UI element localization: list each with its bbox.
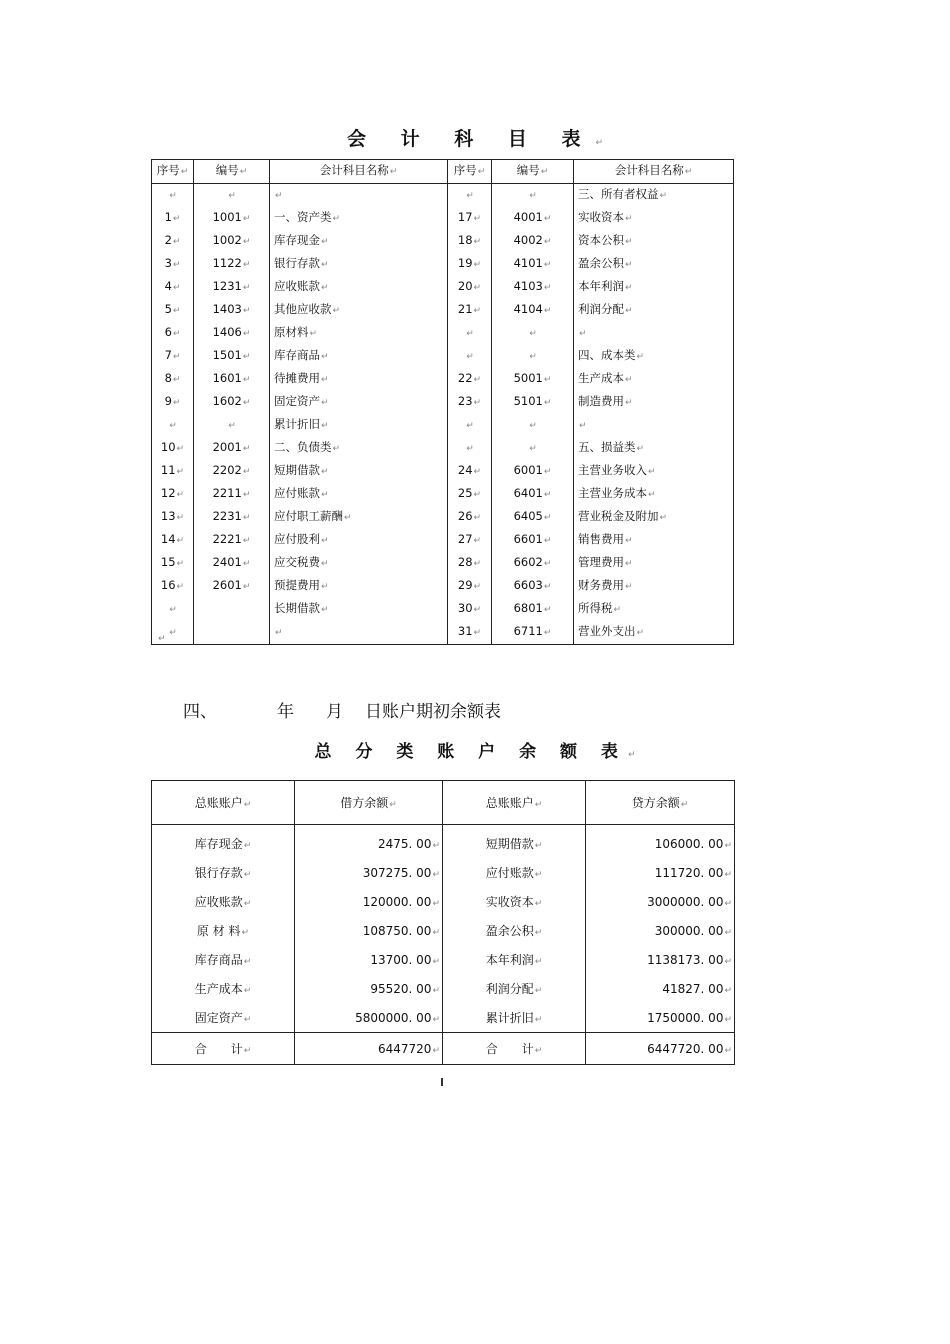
table-cell: ↵ — [574, 414, 734, 437]
table-cell: 6401↵ — [492, 483, 574, 506]
table-cell: 实收资本↵ — [443, 887, 586, 916]
table-row — [152, 552, 734, 575]
table-cell: ↵ — [194, 414, 270, 437]
table-cell: 21↵ — [448, 299, 492, 322]
table-cell: 1406↵ — [194, 322, 270, 345]
table-cell: 2601↵ — [194, 575, 270, 598]
table-cell: 17↵ — [448, 207, 492, 230]
table-cell: 27↵ — [448, 529, 492, 552]
table-cell: ↵ — [152, 598, 194, 621]
table-cell: 4↵ — [152, 276, 194, 299]
chart-of-accounts-table — [151, 159, 734, 645]
table-cell: 18↵ — [448, 230, 492, 253]
paragraph-mark: ↵ — [158, 634, 166, 644]
table-cell: ↵ — [448, 184, 492, 208]
table-cell: 5001↵ — [492, 368, 574, 391]
table-cell: 五、损益类↵ — [574, 437, 734, 460]
table-cell: 111720. 00↵ — [586, 858, 735, 887]
table-cell: 库存现金↵ — [270, 230, 448, 253]
table-cell: 13↵ — [152, 506, 194, 529]
table-cell: 1501↵ — [194, 345, 270, 368]
table-cell: 本年利润↵ — [574, 276, 734, 299]
table-cell: 应付账款↵ — [443, 858, 586, 887]
table-cell: 1138173. 00↵ — [586, 945, 735, 974]
table-cell: ↵ — [152, 184, 194, 208]
table-cell: 1750000. 00↵ — [586, 1003, 735, 1033]
table-cell: 41827. 00↵ — [586, 974, 735, 1003]
table-cell: 300000. 00↵ — [586, 916, 735, 945]
table-cell: 利润分配↵ — [574, 299, 734, 322]
chart-of-accounts-title: 会 计 科 目 表↵ — [346, 128, 603, 150]
table-cell: 26↵ — [448, 506, 492, 529]
table-cell: 应付账款↵ — [270, 483, 448, 506]
table-cell: 管理费用↵ — [574, 552, 734, 575]
header-credit-balance: 贷方余额↵ — [586, 781, 735, 825]
table-row — [152, 368, 734, 391]
table-cell: ↵ — [492, 414, 574, 437]
table-cell: 2475. 00↵ — [295, 825, 443, 859]
table-cell: 四、成本类↵ — [574, 345, 734, 368]
table-cell: 24↵ — [448, 460, 492, 483]
table-cell: 4101↵ — [492, 253, 574, 276]
table-cell: 盈余公积↵ — [443, 916, 586, 945]
table-cell: 16↵ — [152, 575, 194, 598]
table-cell: 1002↵ — [194, 230, 270, 253]
table-cell: 短期借款↵ — [443, 825, 586, 859]
table-cell: 6447720↵ — [295, 1033, 443, 1065]
table-cell: 23↵ — [448, 391, 492, 414]
table-cell: 短期借款↵ — [270, 460, 448, 483]
table-cell: 30↵ — [448, 598, 492, 621]
balance-table-title: 总 分 类 账 户 余 额 表↵ — [314, 742, 636, 762]
table-cell: 原 材 料↵ — [152, 916, 295, 945]
table-cell: 生产成本↵ — [574, 368, 734, 391]
table-cell: 预提费用↵ — [270, 575, 448, 598]
table-row — [152, 414, 734, 437]
header-ledger-account-2: 总账账户↵ — [443, 781, 586, 825]
table-cell: 待摊费用↵ — [270, 368, 448, 391]
table-cell: 2231↵ — [194, 506, 270, 529]
section-heading: 四、 年 月 日账户期初余额表 — [183, 702, 501, 722]
header-seq-2: 序号↵ — [448, 160, 492, 184]
table-cell: 5↵ — [152, 299, 194, 322]
table-cell: 2001↵ — [194, 437, 270, 460]
table-cell: 销售费用↵ — [574, 529, 734, 552]
table-cell: 5101↵ — [492, 391, 574, 414]
table-cell — [194, 598, 270, 621]
table-cell: 22↵ — [448, 368, 492, 391]
table-cell: 4104↵ — [492, 299, 574, 322]
table-cell: 库存商品↵ — [152, 945, 295, 974]
table-cell: 10↵ — [152, 437, 194, 460]
table-cell: ↵ — [492, 437, 574, 460]
table-cell: ↵ — [152, 414, 194, 437]
table-cell: 1602↵ — [194, 391, 270, 414]
table-cell: 长期借款↵ — [270, 598, 448, 621]
table-row — [152, 391, 734, 414]
table-row — [152, 887, 735, 916]
table-cell: 95520. 00↵ — [295, 974, 443, 1003]
table-cell: 7↵ — [152, 345, 194, 368]
header-seq: 序号↵ — [152, 160, 194, 184]
table-cell: 库存商品↵ — [270, 345, 448, 368]
table-cell: 生产成本↵ — [152, 974, 295, 1003]
table-row — [152, 598, 734, 621]
table-cell: 盈余公积↵ — [574, 253, 734, 276]
table-row — [152, 506, 734, 529]
table-cell: 利润分配↵ — [443, 974, 586, 1003]
table-cell: 所得税↵ — [574, 598, 734, 621]
table-row — [152, 276, 734, 299]
table-cell — [194, 621, 270, 645]
table-cell: 固定资产↵ — [152, 1003, 295, 1033]
table-row — [152, 529, 734, 552]
table-cell: 银行存款↵ — [152, 858, 295, 887]
header-code: 编号↵ — [194, 160, 270, 184]
table-cell: 2↵ — [152, 230, 194, 253]
table-cell: 主营业务成本↵ — [574, 483, 734, 506]
table-cell: 29↵ — [448, 575, 492, 598]
table-cell: 合 计↵ — [152, 1033, 295, 1065]
header-account-name: 会计科目名称↵ — [270, 160, 448, 184]
general-ledger-balance-table — [151, 780, 735, 1065]
table-cell: 本年利润↵ — [443, 945, 586, 974]
table-cell: 12↵ — [152, 483, 194, 506]
table-cell: 6601↵ — [492, 529, 574, 552]
table-cell: 合 计↵ — [443, 1033, 586, 1065]
table-cell: 应收账款↵ — [270, 276, 448, 299]
header-ledger-account: 总账账户↵ — [152, 781, 295, 825]
table-cell: 1↵ — [152, 207, 194, 230]
table-cell: 13700. 00↵ — [295, 945, 443, 974]
table-cell: 6405↵ — [492, 506, 574, 529]
table-cell: 其他应收款↵ — [270, 299, 448, 322]
table-cell: 6603↵ — [492, 575, 574, 598]
table-cell: 307275. 00↵ — [295, 858, 443, 887]
table-cell: 资本公积↵ — [574, 230, 734, 253]
header-debit-balance: 借方余额↵ — [295, 781, 443, 825]
table-cell: 4103↵ — [492, 276, 574, 299]
table-cell: 营业税金及附加↵ — [574, 506, 734, 529]
table-cell: ↵ — [194, 184, 270, 208]
table-cell: 实收资本↵ — [574, 207, 734, 230]
table-cell: 3000000. 00↵ — [586, 887, 735, 916]
table-cell: 14↵ — [152, 529, 194, 552]
table-row — [152, 253, 734, 276]
table-cell: ↵ — [270, 621, 448, 645]
table-cell: 库存现金↵ — [152, 825, 295, 859]
total-row — [152, 1033, 735, 1065]
table-cell: 2221↵ — [194, 529, 270, 552]
table-cell: 25↵ — [448, 483, 492, 506]
table-cell: 应收账款↵ — [152, 887, 295, 916]
table-row — [152, 945, 735, 974]
table-cell: 9↵ — [152, 391, 194, 414]
text-cursor — [441, 1078, 443, 1086]
table-cell: 制造费用↵ — [574, 391, 734, 414]
table-cell: 原材料↵ — [270, 322, 448, 345]
table-cell: 4001↵ — [492, 207, 574, 230]
table-cell: 2211↵ — [194, 483, 270, 506]
table-cell: ↵ — [492, 322, 574, 345]
table-cell: 11↵ — [152, 460, 194, 483]
table-cell: 银行存款↵ — [270, 253, 448, 276]
table-cell: 6602↵ — [492, 552, 574, 575]
table-row — [152, 460, 734, 483]
table-row — [152, 974, 735, 1003]
table-row — [152, 322, 734, 345]
table-row — [152, 345, 734, 368]
table-row — [152, 575, 734, 598]
header-code-2: 编号↵ — [492, 160, 574, 184]
table-cell: 6801↵ — [492, 598, 574, 621]
table-row — [152, 184, 734, 208]
table-cell: 主营业务收入↵ — [574, 460, 734, 483]
table-cell: ↵ — [492, 345, 574, 368]
table-cell: 3↵ — [152, 253, 194, 276]
table-cell: 6447720. 00↵ — [586, 1033, 735, 1065]
table-cell: 6↵ — [152, 322, 194, 345]
table-cell: 28↵ — [448, 552, 492, 575]
table-cell: 应付股利↵ — [270, 529, 448, 552]
table-row — [152, 825, 735, 859]
table-header-row — [152, 160, 734, 184]
table-cell: 6711↵ — [492, 621, 574, 645]
table-cell: 106000. 00↵ — [586, 825, 735, 859]
table-cell: 31↵ — [448, 621, 492, 645]
table-cell: 120000. 00↵ — [295, 887, 443, 916]
table-row — [152, 230, 734, 253]
table-cell: ↵ — [152, 621, 194, 645]
table-cell: 20↵ — [448, 276, 492, 299]
header-account-name-2: 会计科目名称↵ — [574, 160, 734, 184]
table-cell: 1231↵ — [194, 276, 270, 299]
table-cell: 固定资产↵ — [270, 391, 448, 414]
table-cell: 5800000. 00↵ — [295, 1003, 443, 1033]
table-row — [152, 207, 734, 230]
table-cell: 4002↵ — [492, 230, 574, 253]
table-cell: 1403↵ — [194, 299, 270, 322]
table-row — [152, 1003, 735, 1033]
table-cell: 财务费用↵ — [574, 575, 734, 598]
table-cell: 108750. 00↵ — [295, 916, 443, 945]
table-cell: 累计折旧↵ — [270, 414, 448, 437]
table-cell: ↵ — [574, 322, 734, 345]
table-cell: 二、负债类↵ — [270, 437, 448, 460]
table-cell: 1601↵ — [194, 368, 270, 391]
table-cell: ↵ — [448, 437, 492, 460]
table-cell: 15↵ — [152, 552, 194, 575]
table-cell: 一、资产类↵ — [270, 207, 448, 230]
table-cell: 应交税费↵ — [270, 552, 448, 575]
table-cell: 应付职工薪酬↵ — [270, 506, 448, 529]
table-cell: 2202↵ — [194, 460, 270, 483]
table-cell: 1122↵ — [194, 253, 270, 276]
table-row — [152, 299, 734, 322]
table-row — [152, 858, 735, 887]
table-cell: 累计折旧↵ — [443, 1003, 586, 1033]
table-cell: 19↵ — [448, 253, 492, 276]
table-cell: ↵ — [492, 184, 574, 208]
table-cell: ↵ — [270, 184, 448, 208]
table-cell: 6001↵ — [492, 460, 574, 483]
table-cell: 2401↵ — [194, 552, 270, 575]
table-row — [152, 437, 734, 460]
table-cell: ↵ — [448, 414, 492, 437]
table-cell: 8↵ — [152, 368, 194, 391]
table-cell: ↵ — [448, 322, 492, 345]
table-row — [152, 483, 734, 506]
table-row — [152, 621, 734, 645]
table-cell: 营业外支出↵ — [574, 621, 734, 645]
table-row — [152, 916, 735, 945]
table-header-row — [152, 781, 735, 825]
table-cell: 1001↵ — [194, 207, 270, 230]
table-cell: 三、所有者权益↵ — [574, 184, 734, 208]
table-cell: ↵ — [448, 345, 492, 368]
